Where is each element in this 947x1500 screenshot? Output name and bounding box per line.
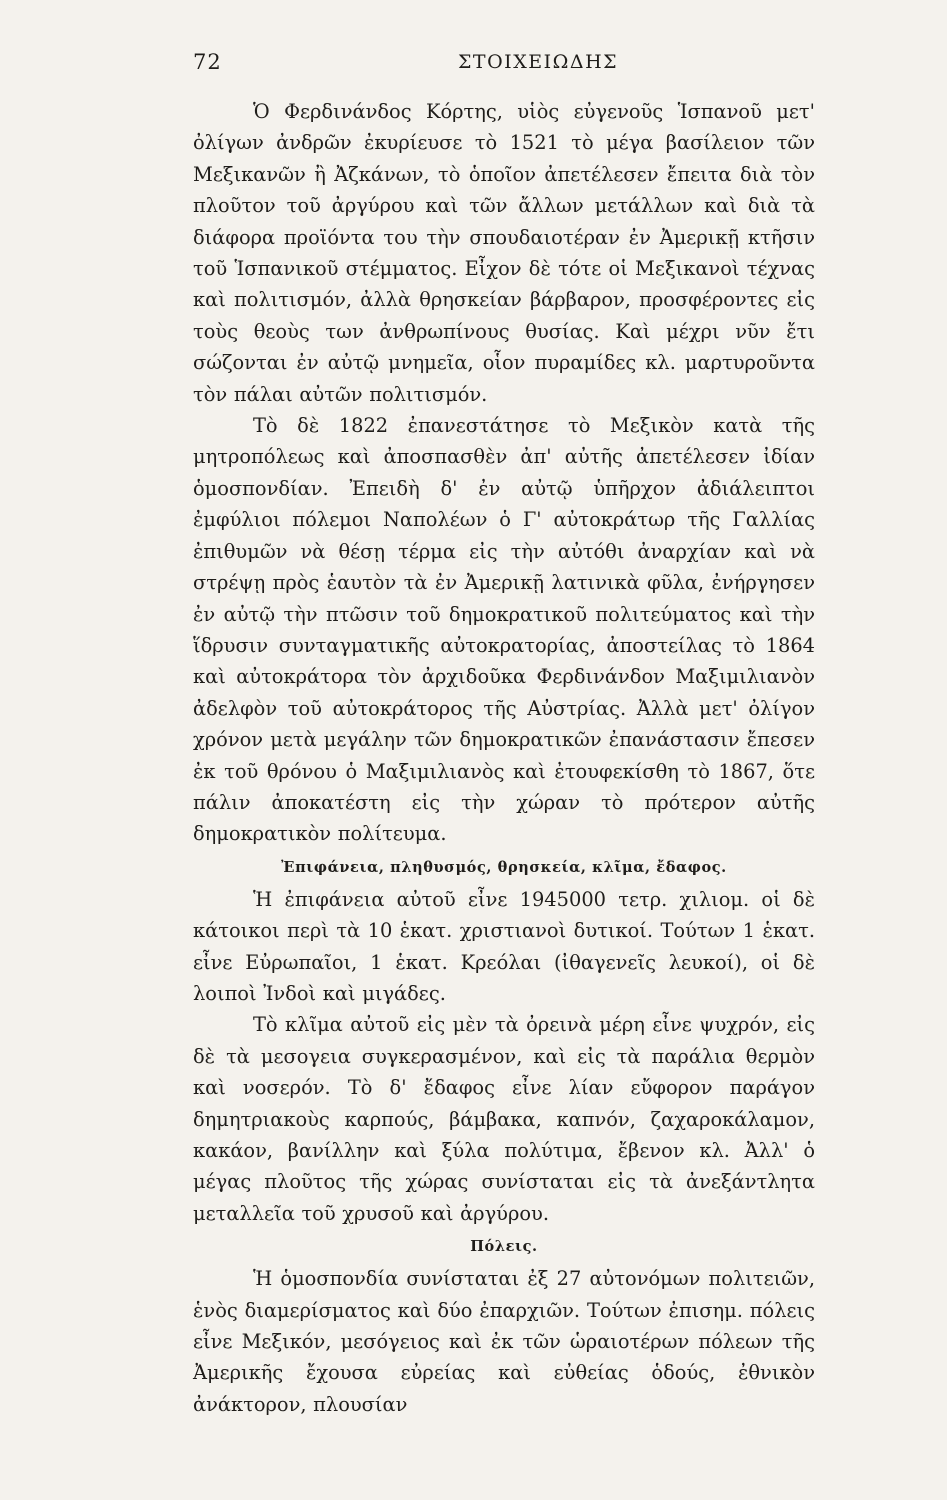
paragraph-area-population: Ἡ ἐπιφάνεια αὐτοῦ εἶνε 1945000 τετρ. χιλιομ. οἱ δὲ κάτοικοι περὶ τὰ 10 ἑκατ. χριστιανοὶ δυτικοί. Τούτων 1 ἑκατ. εἶνε Εὐρωπαῖοι, 1 ἑκατ. Κρεόλαι (ἰθαγενεῖς λευκοί), οἱ δὲ λοιποὶ Ἰνδοὶ καὶ μιγάδες. [193,887,815,1005]
running-head [193,50,813,84]
page-number: 72 [193,50,222,74]
section-heading-cities: Πόλεις. [470,1238,538,1256]
body-text [193,96,815,1420]
paragraph-independence-history: Τὸ δὲ 1822 ἐπανεστάτησε τὸ Μεξικὸν κατὰ τῆς μητροπόλεως καὶ ἀποσπασθὲν ἀπ' αὐτῆς ἀπετέλεσεν ἰδίαν ὁμοσπονδίαν. Ἐπειδὴ δ' ἐν αὐτῷ ὑπῆρχον ἀδιάλειπτοι ἐμφύλιοι πόλεμοι Ναπολέων ὁ Γ' αὐτοκράτωρ τῆς Γαλλίας ἐπιθυμῶν νὰ θέσῃ τέρμα εἰς τὴν αὐτόθι ἀναρχίαν καὶ νὰ στρέψῃ πρὸς ἑαυτὸν τὰ ἐν Ἀμερικῇ λατινικὰ φῦλα, ἐνήργησεν ἐν αὐτῷ τὴν πτῶσιν τοῦ δημοκρατικοῦ πολιτεύματος καὶ τὴν ἵδρυσιν συνταγματικῆς αὐτοκρατορίας, ἀποστείλας τὸ 1864 καὶ αὐτοκράτορα τὸν ἀρχιδοῦκα Φερδινάνδον Μαξιμιλιανὸν ἀδελφὸν τοῦ αὐτοκράτορος τῆς Αὐστρίας. Ἀλλὰ μετ' ὀλίγον χρόνον μετὰ μεγάλην τῶν δημοκρατικῶν ἐπανάστασιν ἔπεσεν ἐκ τοῦ θρόνου ὁ Μαξιμιλιανὸς καὶ ἐτουφεκίσθη τὸ 1867, ὅτε πάλιν ἀποκατέστη εἰς τὴν χώραν τὸ πρότερον αὐτῆς δημοκρατικὸν πολίτευμα. [193,414,815,846]
paragraph-federation-cities: Ἡ ὁμοσπονδία συνίσταται ἐξ 27 αὐτονόμων πολιτειῶν, ἑνὸς διαμερίσματος καὶ δύο ἐπαρχιῶν. Τούτων ἐπισημ. πόλεις εἶνε Μεξικόν, μεσόγειος καὶ ἐκ τῶν ὡραιοτέρων πόλεων τῆς Ἀμερικῆς ἔχουσα εὐρείας καὶ εὐθείας ὁδούς, ἐθνικὸν ἀνάκτορον, πλουσίαν [193,1267,815,1416]
section-heading-geography: Ἐπιφάνεια, πληθυσμός, θρησκεία, κλῖμα, ἔδαφος. [281,858,727,876]
paragraph-climate-soil: Τὸ κλῖμα αὐτοῦ εἰς μὲν τὰ ὀρεινὰ μέρη εἶνε ψυχρόν, εἰς δὲ τὰ μεσογεια συγκερασμένον, καὶ εἰς τὰ παράλια θερμὸν καὶ νοσερόν. Τὸ δ' ἔδαφος εἶνε λίαν εὔφορον παράγον δημητριακοὺς καρπούς, βάμβακα, καπνόν, ζαχαροκάλαμον, κακάον, βανίλλην καὶ ξύλα πολύτιμα, ἔβενον κλ. Ἀλλ' ὁ μέγας πλοῦτος τῆς χώρας συνίσταται εἰς τὰ ἀνεξάντλητα μεταλλεῖα τοῦ χρυσοῦ καὶ ἀργύρου. [193,1013,815,1225]
paragraph-cortes-conquest: Ὁ Φερδινάνδος Κόρτης, υἱὸς εὐγενοῦς Ἱσπανοῦ μετ' ὀλίγων ἀνδρῶν ἐκυρίευσε τὸ 1521 τὸ μέγα βασίλειον τῶν Μεξικανῶν ἢ Ἀζκάνων, τὸ ὁποῖον ἀπετέλεσεν ἔπειτα διὰ τὸν πλοῦτον τοῦ ἀργύρου καὶ τῶν ἄλλων μετάλλων καὶ διὰ τὰ διάφορα προϊόντα του τὴν σπουδαιοτέραν ἐν Ἀμερικῇ κτῆσιν τοῦ Ἱσπανικοῦ στέμματος. Εἶχον δὲ τότε οἱ Μεξικανοὶ τέχνας καὶ πολιτισμόν, ἀλλὰ θρησκείαν βάρβαρον, προσφέροντες εἰς τοὺς θεοὺς των ἀνθρωπίνους θυσίας. Καὶ μέχρι νῦν ἔτι σώζονται ἐν αὐτῷ μνημεῖα, οἷον πυραμίδες κλ. μαρτυροῦντα τὸν πάλαι αὐτῶν πολιτισμόν. [193,100,815,406]
running-title: ΣΤΟΙΧΕΙΩΔΗΣ [458,51,619,73]
